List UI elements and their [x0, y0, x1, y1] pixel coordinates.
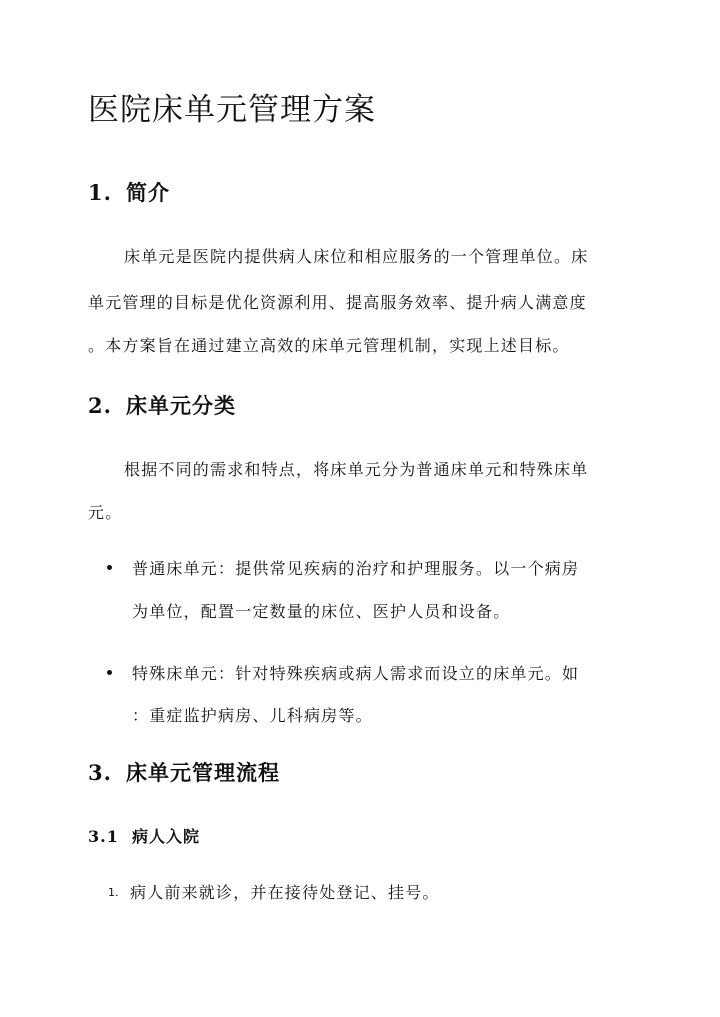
document-title: 医院床单元管理方案 [88, 92, 376, 128]
section-heading-process [88, 757, 280, 787]
section-number: 2. [88, 393, 112, 418]
paragraph-line: 。本方案旨在通过建立高效的床单元管理机制，实现上述目标。 [88, 336, 570, 355]
bullet-dot [107, 565, 112, 570]
bullet-dot [107, 670, 112, 675]
bullet-line: 为单位，配置一定数量的床位、医护人员和设备。 [132, 602, 511, 621]
section-heading-intro [88, 177, 170, 207]
section-title: 床单元管理流程 [126, 760, 280, 785]
section-number: 1. [88, 180, 112, 205]
subsection-number: 3.1 [88, 827, 119, 846]
paragraph-line: 单元管理的目标是优化资源利用、提高服务效率、提升病人满意度 [88, 293, 587, 312]
bullet-line: 普通床单元：提供常见疾病的治疗和护理服务。以一个病房 [132, 559, 580, 578]
section-title: 简介 [126, 180, 170, 205]
bullet-line: ：重症监护病房、儿科病房等。 [132, 706, 373, 725]
list-item-number: 1. [108, 886, 119, 899]
paragraph-line: 根据不同的需求和特点，将床单元分为普通床单元和特殊床单 [124, 460, 589, 479]
subsection-title: 病人入院 [132, 827, 201, 846]
section-number: 3. [88, 760, 112, 785]
section-heading-classification [88, 390, 236, 420]
paragraph-line: 元。 [88, 503, 123, 522]
bullet-line: 特殊床单元：针对特殊疾病或病人需求而设立的床单元。如 [132, 664, 580, 683]
paragraph-line: 床单元是医院内提供病人床位和相应服务的一个管理单位。床 [124, 247, 589, 266]
subsection-heading-admission [88, 824, 200, 847]
section-title: 床单元分类 [126, 393, 236, 418]
list-item-text: 病人前来就诊，并在接待处登记、挂号。 [130, 883, 440, 902]
